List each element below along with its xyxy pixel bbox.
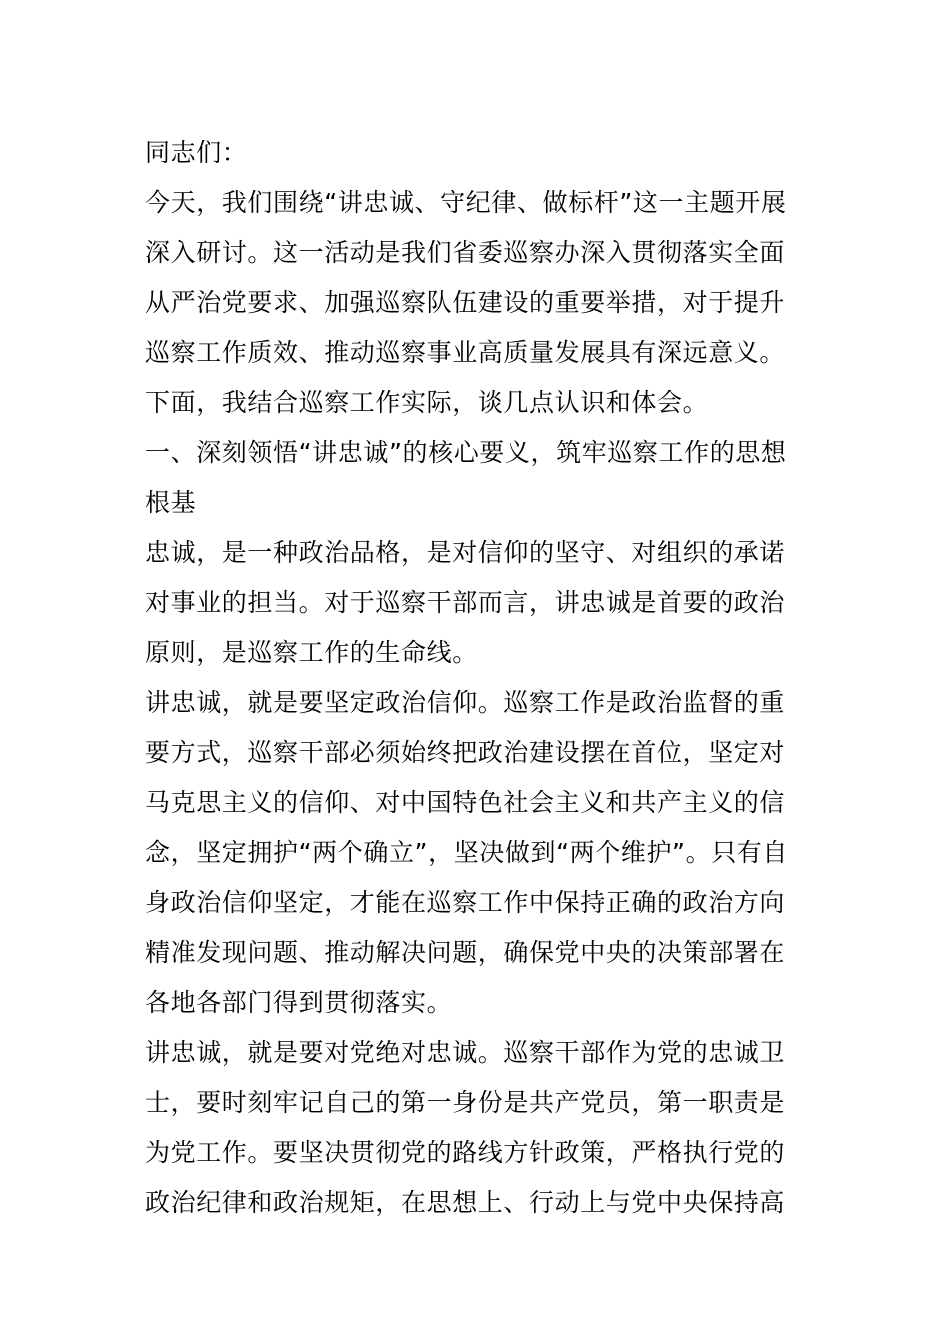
text-line: 对事业的担当。对于巡察干部而言，讲忠诚是首要的政治 bbox=[145, 588, 786, 617]
party-loyalty-paragraph bbox=[145, 1028, 815, 1228]
text-line: 各地各部门得到贯彻落实。 bbox=[145, 988, 453, 1017]
salutation bbox=[145, 128, 815, 178]
text-line: 巡察工作质效、推动巡察事业高质量发展具有深远意义。 bbox=[145, 338, 786, 367]
text-line: 原则，是巡察工作的生命线。 bbox=[145, 638, 478, 667]
text-line: 精准发现问题、推动解决问题，确保党中央的决策部署在 bbox=[145, 938, 786, 967]
text-line: 马克思主义的信仰、对中国特色社会主义和共产主义的信 bbox=[145, 788, 786, 817]
text-line: 深入研讨。这一活动是我们省委巡察办深入贯彻落实全面 bbox=[145, 238, 786, 267]
text-line: 忠诚，是一种政治品格，是对信仰的坚守、对组织的承诺 bbox=[145, 538, 786, 567]
document-body bbox=[145, 128, 815, 1228]
text-line: 讲忠诚，就是要坚定政治信仰。巡察工作是政治监督的重 bbox=[145, 688, 786, 717]
text-line: 下面，我结合巡察工作实际，谈几点认识和体会。 bbox=[145, 388, 709, 417]
text-line: 为党工作。要坚决贯彻党的路线方针政策，严格执行党的 bbox=[145, 1138, 786, 1167]
loyalty-definition-paragraph bbox=[145, 528, 815, 678]
text-line: 政治纪律和政治规矩，在思想上、行动上与党中央保持高 bbox=[145, 1188, 786, 1217]
text-line: 今天，我们围绕“讲忠诚、守纪律、做标杆”这一主题开展 bbox=[145, 188, 787, 217]
text-line: 士，要时刻牢记自己的第一身份是共产党员，第一职责是 bbox=[145, 1088, 786, 1117]
text-line: 要方式，巡察干部必须始终把政治建设摆在首位，坚定对 bbox=[145, 738, 786, 767]
section-1-heading bbox=[145, 428, 815, 528]
text-line: 念，坚定拥护“两个确立”，坚决做到“两个维护”。只有自 bbox=[145, 838, 789, 867]
text-line: 根基 bbox=[145, 488, 197, 517]
text-line: 一、深刻领悟“讲忠诚”的核心要义，筑牢巡察工作的思想 bbox=[145, 438, 787, 467]
intro-paragraph bbox=[145, 178, 815, 428]
text-line: 同志们： bbox=[145, 138, 248, 167]
text-line: 讲忠诚，就是要对党绝对忠诚。巡察干部作为党的忠诚卫 bbox=[145, 1038, 786, 1067]
text-line: 身政治信仰坚定，才能在巡察工作中保持正确的政治方向 bbox=[145, 888, 786, 917]
political-belief-paragraph bbox=[145, 678, 815, 1028]
text-line: 从严治党要求、加强巡察队伍建设的重要举措，对于提升 bbox=[145, 288, 786, 317]
